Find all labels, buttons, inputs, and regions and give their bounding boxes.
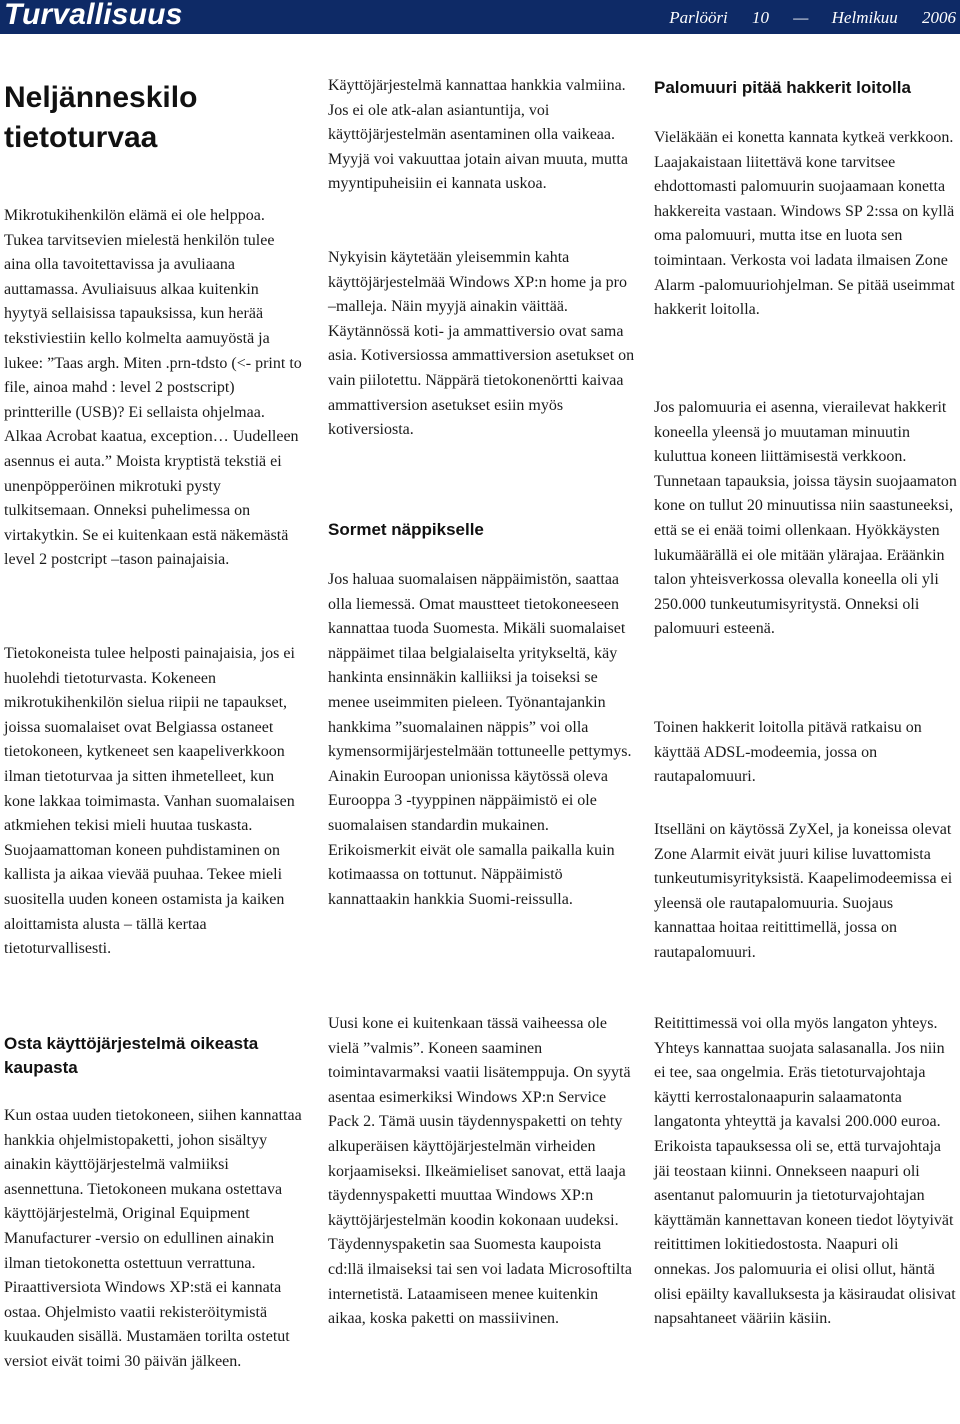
issue-number: 10: [752, 8, 770, 27]
col3-body-5: [654, 1012, 958, 1332]
paragraph: Käyttöjärjestelmä kannattaa hankkia valmiina. Jos ei ole atk-alan asiantuntija, voi käyttöjärjestelmän asentaminen olla vaikeaa. Myyjä voi vakuuttaa jotain aivan muuta, mutta myyntipuheisiin ei kannata uskoa.: [328, 77, 628, 193]
paragraph: Itselläni on käytössä ZyXel, ja koneissa olevat Zone Alarmit eivät juuri kilise luvattomista tunkeutumisyrityksistä. Kaapelimodeemissa ei yleensä ole rautapalomuuria. Suojaus kannattaa hoitaa reitittimellä, jossa on rautapalomuuri.: [654, 821, 953, 961]
article-headline: Neljänneskilo tietoturvaa: [4, 81, 198, 154]
issue-info: [649, 8, 956, 28]
col3-subsection: [654, 76, 958, 100]
paragraph: Jos haluaa suomalaisen näppäimistön, saattaa olla liemessä. Omat maustteet tietokoneeseen kannattaa tuoda Suomesta. Mikäli suomalaiset näppäimet tilaa belgialaiselta yritykseltä, käy hankinta ensinnäkin kalliiksi ja toiseksi se menee useimmiten pieleen. Työnantajankin hankkima ”suomalainen näppis” voi olla kymensormijärjestelmään tottuneelle pettymys. Ainakin Euroopan unionissa käytössä oleva Eurooppa 3 -tyyppinen näppäimistö ei ole suomalaisen standardin mukainen. Erikoismerkit eivät ole samalla paikalla kuin kotimaassa on tottunut. Näppäimistö kannattaakin hankkia Suomi-reissulla.: [328, 571, 632, 908]
paragraph: Kun ostaa uuden tietokoneen, siihen kannattaa hankkia ohjelmistopaketti, johon sisältyy ainakin käyttöjärjestelmä valmiiksi asennettuna. Tietokoneen mukana ostettava käyttöjärjestelmä, Original Equipment Manufacturer -versio on edullinen ainakin ilman tietokonetta ostettuun verrattuna. Piraattiversiota Windows XP:stä ei kannata ostaa. Ohjelmisto vaatii rekisteröitymistä kuukauden sisällä. Mustamäen torilta ostetut versiot eivät toimi 30 päivän jälkeen.: [4, 1107, 302, 1370]
subheading: Osta käyttöjärjestelmä oikeasta kaupasta: [4, 1034, 259, 1077]
issue-month: Helmikuu: [831, 8, 898, 27]
col3-body-2: [654, 396, 958, 642]
col3-body-4: [654, 818, 958, 966]
meta-separator: —: [793, 8, 808, 27]
col1-body: [4, 642, 304, 962]
issue-year: 2006: [922, 8, 956, 27]
col2-subsection: [328, 518, 638, 542]
col3-body: [654, 126, 958, 323]
section-title: Turvallisuus: [4, 0, 183, 31]
col1-subsection-body: [4, 1104, 304, 1375]
paragraph: Reitittimessä voi olla myös langaton yhteys. Yhteys kannattaa suojata salasanalla. Jos niin ei tee, saa ongelmia. Eräs tietoturvajohtaja käytti kerrostalonaapurin salaamatonta langatonta yhteyttä ja kavalsi 200.000 euroa. Erikoista tapauksessa oli se, että turvajohtaja jäi teostaan kiinni. Onnekseen naapuri oli asentanut palomuurin ja tietoturvajohtajan käyttämän kannettavan koneen tiedot löytyivät reitittimen lokitiedostosta. Naapuri oli onnekas. Jos palomuuria ei olisi ollut, häntä olisi epäilty kavalluksesta ja käsiraudat olisivat napsahtaneet vääriin käsiin.: [654, 1015, 956, 1328]
subheading: Palomuuri pitää hakkerit loitolla: [654, 78, 911, 97]
section-banner: [0, 0, 960, 34]
paragraph: Uusi kone ei kuitenkaan tässä vaiheessa ole vielä ”valmis”. Koneen saaminen toimintavarmaksi vaatii lisätemppuja. On syytä asentaa esimerkiksi Windows XP:n Service Pack 2. Tämä uusin täydennyspaketti on tehty alkuperäisen käyttöjärjestelmän virheiden korjaamiseksi. Ilkeämieliset sanovat, että laaja täydennyspaketti muuttaa Windows XP:n käyttöjärjestelmän koodin kokonaan uudeksi. Täydennyspaketin saa Suomesta kaupoista cd:llä ilmaiseksi tai sen voi ladata Microsoftilta internetistä. Lataamiseen menee kuitenkin aikaa, koska paketti on massiivinen.: [328, 1015, 632, 1328]
col2-subsection-body: [328, 568, 638, 912]
paragraph: Nykyisin käytetään yleisemmin kahta käyttöjärjestelmää Windows XP:n home ja pro –malleja. Näin myyjä ainakin väittää. Käytännössä koti- ja ammattiversio ovat sama asia. Kotiversiossa ammattiversion asetukset on vain piilotettu. Näppärä tietokonenörtti kaivaa ammattiversion asetukset esiin myös kotiversiosta.: [328, 249, 635, 439]
paragraph: Vieläkään ei konetta kannata kytkeä verkkoon. Laajakaistaan liitettävä kone tarvitsee ehdottomasti palomuurin suojaamaan konetta hakkereita vastaan. Windows SP 2:ssa on kyllä oma palomuuri, mutta itse en luota sen toimintaan. Verkosta voi ladata ilmaisen Zone Alarm -palomuuriohjelman. Se pitää useimmat hakkerit loitolla.: [654, 129, 955, 319]
paragraph: Toinen hakkerit loitolla pitävä ratkaisu on käyttää ADSL-modeemia, jossa on rautapalomuuri.: [654, 719, 922, 786]
col2-body: [328, 246, 638, 443]
col3-body-3: [654, 716, 958, 790]
col1-intro: [4, 204, 304, 573]
paragraph: Mikrotukihenkilön elämä ei ole helppoa. Tukea tarvitsevien mielestä henkilön tulee aina olla tavoitettavissa ja avuliaana auttamassa. Avuliaisuus alkaa kuitenkin hyytyä sellaisissa tapauksissa, kun herää tekstiviestiin kello kolmelta aamuyöstä ja lukee: ”Taas argh. Miten .prn-tdsto (<- print to file, ainoa mahd : level 2 postscript) printterille (USB)? Ei sellaista ohjelmaa. Alkaa Acrobat kaatua, exception… Uudelleen asennus ei auta.” Moista kryptistä tekstiä ei unenpöpperöinen mikrotuki pysty tulkitsemaan. Onneksi puhelimessa on virtakytkin. Se ei kuitenkaan estä näkemästä level 2 postcript –tason painajaisia.: [4, 207, 302, 569]
col2-closing: [328, 1012, 638, 1332]
col1-subsection: [4, 1032, 304, 1080]
subheading: Sormet näppikselle: [328, 520, 484, 539]
paragraph: Jos palomuuria ei asenna, vierailevat hakkerit koneella yleensä jo muutaman minuutin kuluttua koneen liittämisestä verkkoon. Tunnetaan tapauksia, joissa täysin suojaamaton kone on tullut 20 minuutissa niin saastuneeksi, että se ei enää toimi ollenkaan. Hyökkäysten lukumäärällä ei ole mitään ylärajaa. Eräänkin talon yhteisverkossa olevalla koneella oli yli 250.000 tunkeutumisyritystä. Onneksi oli palomuuri esteenä.: [654, 399, 957, 638]
publication-name: Parlööri: [669, 8, 728, 27]
col2-intro: [328, 74, 638, 197]
article-headline-block: [4, 78, 304, 158]
paragraph: Tietokoneista tulee helposti painajaisia, jos ei huolehdi tietoturvasta. Kokeneen mikrotukihenkilön sielua riipii ne tapaukset, joissa suomalaiset ovat Belgiassa ostaneet tietokoneen, kytkeneet sen kaapeliverkkoon ilman tietoturvaa ja sitten ihmetelleet, kun kone lakkaa toimimasta. Vanhan suomalaisen atkmiehen tekisi mieli huutaa tuskasta. Suojaamattoman koneen puhdistaminen on kallista ja aikaa vievää puuhaa. Tekee mieli suositella uuden koneen ostamista ja kaiken aloittamista alusta – tällä kertaa tietoturvallisesti.: [4, 645, 295, 958]
